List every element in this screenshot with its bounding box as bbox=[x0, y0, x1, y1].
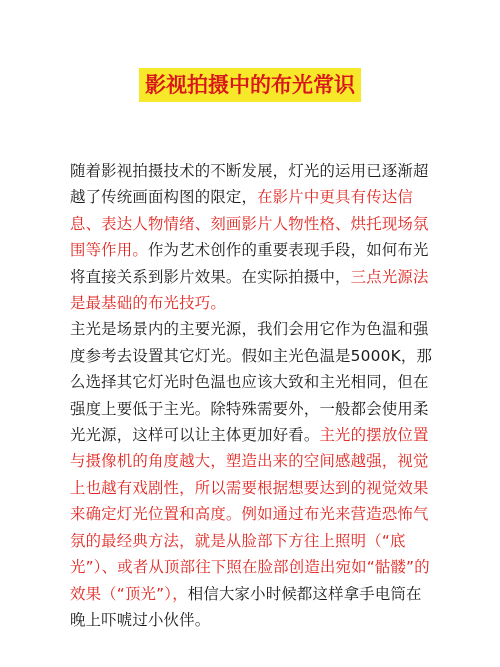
text-segment: 主光是场景内的主要光源，我们会用它作为色温和强度参考去设置其它灯光。假如主光色温是5000K，那么选择其它灯光时色温也应该大致和主光相同，但在强度上要低于主光。除特殊需要外，一般都会使用柔光光源，这样可以让主体更加好看。 bbox=[70, 320, 433, 445]
text-segment: 作为艺术创作的重要表现手段，如何布光将直接关系到影片效果。在实际拍摄中， bbox=[70, 241, 429, 286]
page-title: 影视拍摄中的布光常识 bbox=[139, 68, 361, 102]
text-segment: 随着影视拍摄技术的不断发展，灯光的运用已逐渐超越了传统画面构图的限定， bbox=[70, 162, 429, 207]
highlighted-text-segment: 在影片中更具有传达信息、表达人物情绪、刻画影片人物性格、烘托现场氛围等作用。 bbox=[70, 188, 429, 260]
text-segment: 相信大家小时候都这样拿手电筒在晚上吓唬过小伙伴。 bbox=[70, 584, 422, 629]
highlighted-text-segment: 主光的摆放位置与摄像机的角度越大，塑造出来的空间感越强，视觉上也越有戏剧性，所以需要根据想要达到的视觉效果来确定灯光位置和高度。例如通过布光来营造恐怖气氛的最经典方法，就是从脸部下方往上照明（“底光”）、或者从顶部往下照在脸部创造出宛如“骷髅”的效果（“顶光”）， bbox=[70, 426, 430, 603]
title-wrap bbox=[0, 68, 500, 102]
article-body bbox=[70, 158, 436, 633]
highlighted-text-segment: 三点光源法是最基础的布光技巧。 bbox=[70, 267, 429, 313]
